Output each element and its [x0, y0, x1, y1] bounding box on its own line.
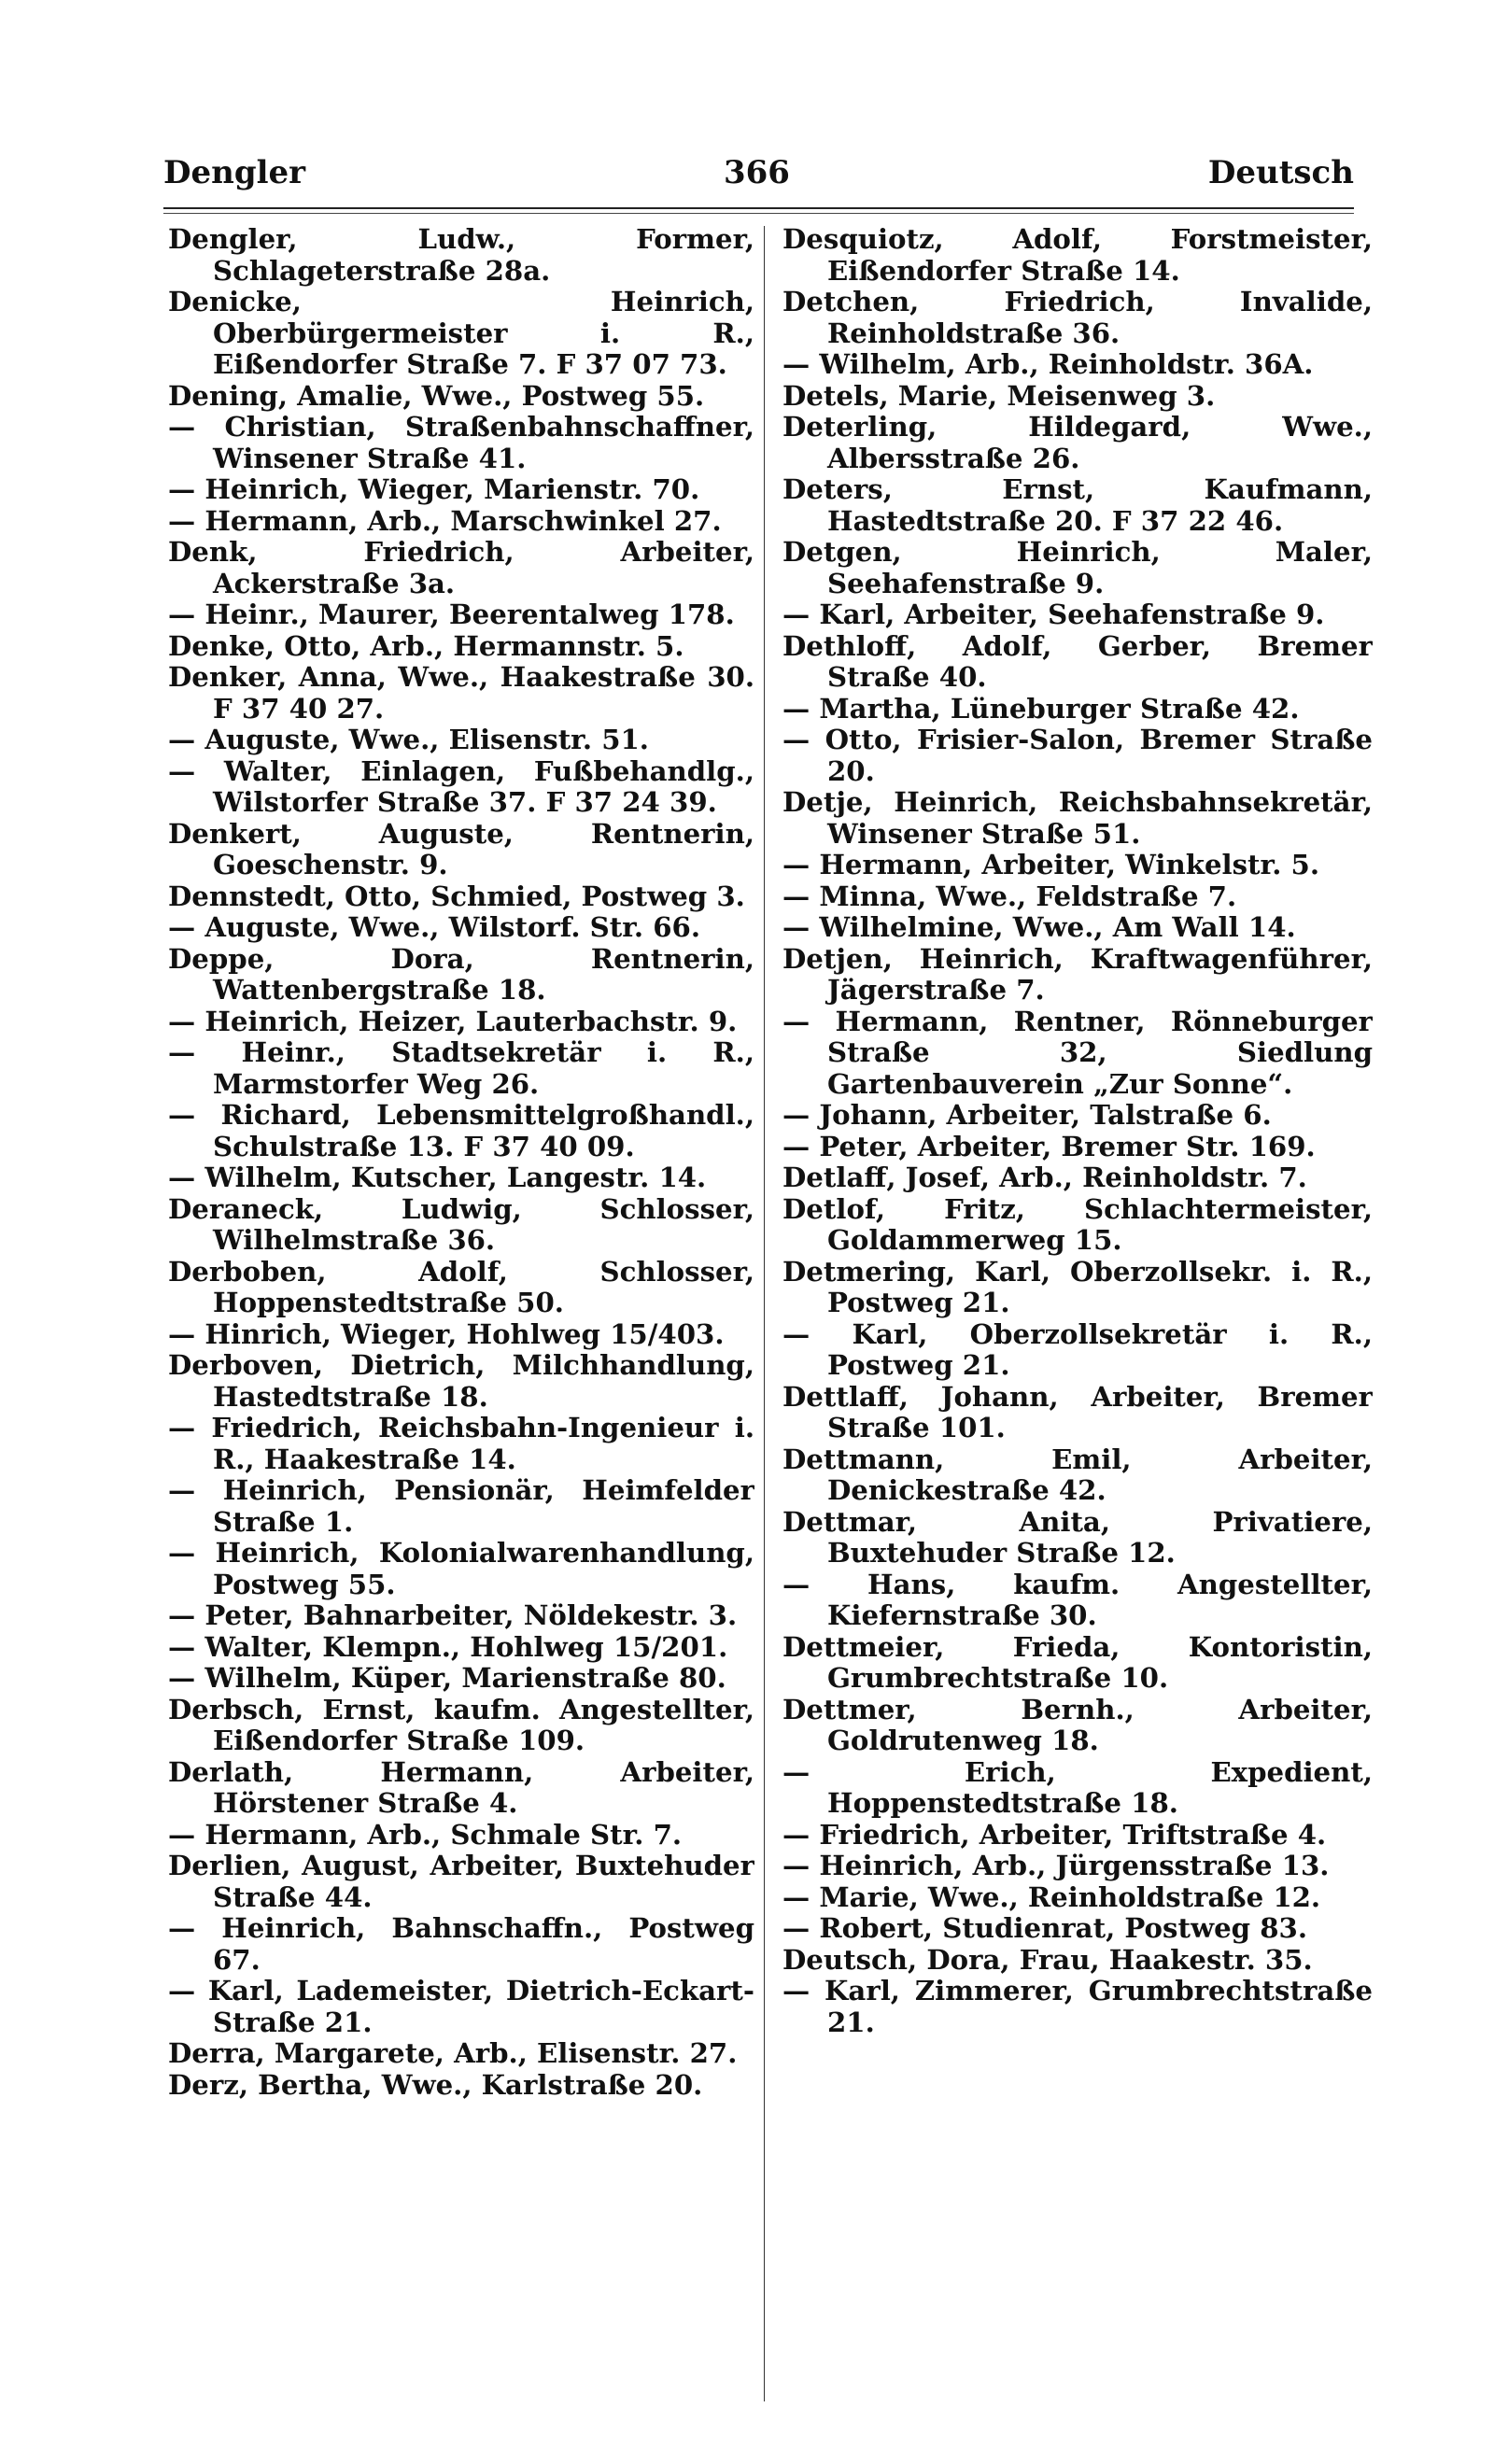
directory-entry: — Karl, Oberzollsekretär i. R., Postweg 21.	[782, 1317, 1373, 1381]
directory-entry: — Christian, Straßenbahnschaffner, Winsener Straße 41.	[168, 411, 754, 474]
directory-entry: — Wilhelmine, Wwe., Am Wall 14.	[782, 911, 1296, 943]
directory-entry: — Martha, Lüneburger Straße 42.	[782, 692, 1300, 725]
directory-entry: — Heinrich, Arb., Jürgensstraße 13.	[782, 1850, 1330, 1881]
directory-entry: — Walter, Klempn., Hohlweg 15/201.	[168, 1630, 728, 1663]
directory-entry: — Peter, Bahnarbeiter, Nöldekestr. 3.	[168, 1599, 738, 1631]
directory-entry: Dethloff, Adolf, Gerber, Bremer Straße 40.	[782, 629, 1373, 693]
directory-entry: — Karl, Arbeiter, Seehafenstraße 9.	[782, 598, 1325, 630]
running-header	[163, 145, 1354, 201]
right-column	[782, 224, 1373, 2400]
directory-entry: Derlien, August, Arbeiter, Buxtehuder Straße 44.	[168, 1850, 754, 1913]
directory-entry: — Wilhelm, Arb., Reinholdstr. 36A.	[782, 348, 1314, 380]
directory-entry: — Hermann, Arb., Marschwinkel 27.	[168, 504, 722, 537]
directory-entry: — Heinrich, Heizer, Lauterbachstr. 9.	[168, 1005, 738, 1037]
directory-entry: — Peter, Arbeiter, Bremer Str. 169.	[782, 1130, 1316, 1162]
directory-entry: Derboben, Adolf, Schlosser, Hoppenstedtstraße 50.	[168, 1255, 754, 1318]
header-right-word: Deutsch	[1207, 154, 1354, 191]
directory-entry: — Heinrich, Kolonialwarenhandlung, Postweg 55.	[168, 1537, 754, 1600]
directory-entry: Detels, Marie, Meisenweg 3.	[782, 379, 1216, 412]
directory-entry: — Johann, Arbeiter, Talstraße 6.	[782, 1099, 1272, 1131]
directory-entry: — Hermann, Arbeiter, Winkelstr. 5.	[782, 849, 1320, 880]
directory-entry: — Friedrich, Arbeiter, Triftstraße 4.	[782, 1818, 1327, 1851]
directory-entry: — Hermann, Arb., Schmale Str. 7.	[168, 1818, 683, 1851]
directory-entry: Denk, Friedrich, Arbeiter, Ackerstraße 3a.	[168, 536, 754, 599]
directory-entry: — Robert, Studienrat, Postweg 83.	[782, 1912, 1307, 1944]
directory-entry: — Heinrich, Wieger, Marienstr. 70.	[168, 473, 700, 505]
directory-entry: Dettmer, Bernh., Arbeiter, Goldrutenweg 18.	[782, 1693, 1373, 1756]
directory-entry: — Hermann, Rentner, Rönneburger Straße 32, Siedlung Gartenbauverein „Zur Sonne“.	[782, 1005, 1373, 1100]
directory-entry: — Minna, Wwe., Feldstraße 7.	[782, 880, 1237, 912]
directory-entry: — Marie, Wwe., Reinholdstraße 12.	[782, 1880, 1321, 1913]
directory-entry: Detjen, Heinrich, Kraftwagenführer, Jägerstraße 7.	[782, 942, 1373, 1006]
header-left-word: Dengler	[163, 154, 306, 191]
directory-entry: Denke, Otto, Arb., Hermannstr. 5.	[168, 629, 684, 662]
directory-entry: Denker, Anna, Wwe., Haakestraße 30. F 37 40 27.	[168, 661, 754, 725]
header-rule	[163, 207, 1354, 209]
directory-entry: — Wilhelm, Kutscher, Langestr. 14.	[168, 1162, 707, 1193]
directory-entry: — Hinrich, Wieger, Hohlweg 15/403.	[168, 1317, 725, 1350]
directory-entry: Detlaff, Josef, Arb., Reinholdstr. 7.	[782, 1162, 1307, 1193]
directory-entry: — Friedrich, Reichsbahn-Ingenieur i. R., Haakestraße 14.	[168, 1412, 754, 1475]
directory-entry: — Hans, kaufm. Angestellter, Kiefernstraße 30.	[782, 1568, 1373, 1631]
directory-entry: Derra, Margarete, Arb., Elisenstr. 27.	[168, 2037, 738, 2069]
directory-entry: — Heinrich, Pensionär, Heimfelder Straße 1.	[168, 1474, 754, 1538]
page-number: 366	[723, 154, 790, 191]
directory-entry: Dengler, Ludw., Former, Schlageterstraße 28a.	[168, 224, 754, 287]
directory-entry: Detgen, Heinrich, Maler, Seehafenstraße 9.	[782, 536, 1373, 599]
directory-entry: — Wilhelm, Küper, Marienstraße 80.	[168, 1662, 726, 1694]
directory-entry: Deutsch, Dora, Frau, Haakestr. 35.	[782, 1943, 1313, 1976]
directory-entry: — Richard, Lebensmittelgroßhandl., Schulstraße 13. F 37 40 09.	[168, 1099, 754, 1162]
directory-entry: Detchen, Friedrich, Invalide, Reinholdstraße 36.	[782, 286, 1373, 349]
directory-entry: Detlof, Fritz, Schlachtermeister, Goldammerweg 15.	[782, 1192, 1373, 1256]
directory-entry: — Otto, Frisier-Salon, Bremer Straße 20.	[782, 724, 1373, 787]
directory-entry: Dettlaff, Johann, Arbeiter, Bremer Straße 101.	[782, 1380, 1373, 1443]
directory-entry: Dettmeier, Frieda, Kontoristin, Grumbrechtstraße 10.	[782, 1630, 1373, 1694]
directory-entry: — Auguste, Wwe., Elisenstr. 51.	[168, 724, 649, 755]
directory-entry: — Erich, Expedient, Hoppenstedtstraße 18.	[782, 1755, 1373, 1819]
directory-entry: Deters, Ernst, Kaufmann, Hastedtstraße 20. F 37 22 46.	[782, 473, 1373, 537]
directory-entry: Deppe, Dora, Rentnerin, Wattenbergstraße 18.	[168, 942, 754, 1006]
directory-entry: Detje, Heinrich, Reichsbahnsekretär, Winsener Straße 51.	[782, 786, 1373, 850]
directory-entry: Denkert, Auguste, Rentnerin, Goeschenstr. 9.	[168, 817, 754, 880]
directory-entry: — Heinrich, Bahnschaffn., Postweg 67.	[168, 1912, 754, 1976]
directory-entry: — Walter, Einlagen, Fußbehandlg., Wilstorfer Straße 37. F 37 24 39.	[168, 754, 754, 818]
directory-entry: Dennstedt, Otto, Schmied, Postweg 3.	[168, 880, 745, 912]
directory-entry: Detmering, Karl, Oberzollsekr. i. R., Postweg 21.	[782, 1255, 1373, 1318]
directory-entry: Derbsch, Ernst, kaufm. Angestellter, Eißendorfer Straße 109.	[168, 1693, 754, 1756]
directory-entry: — Heinr., Stadtsekretär i. R., Marmstorfer Weg 26.	[168, 1036, 754, 1100]
directory-entry: Dettmar, Anita, Privatiere, Buxtehuder Straße 12.	[782, 1505, 1373, 1569]
header-rule-thin	[163, 213, 1354, 214]
directory-entry: Derz, Bertha, Wwe., Karlstraße 20.	[168, 2068, 703, 2101]
directory-entry: — Karl, Zimmerer, Grumbrechtstraße 21.	[782, 1975, 1373, 2038]
directory-entry: Denicke, Heinrich, Oberbürgermeister i. R., Eißendorfer Straße 7. F 37 07 73.	[168, 286, 754, 380]
directory-entry: — Auguste, Wwe., Wilstorf. Str. 66.	[168, 911, 701, 943]
directory-entry: Deterling, Hildegard, Wwe., Albersstraße 26.	[782, 411, 1373, 474]
directory-entry: Derlath, Hermann, Arbeiter, Hörstener Straße 4.	[168, 1755, 754, 1819]
directory-entry: — Heinr., Maurer, Beerentalweg 178.	[168, 598, 735, 630]
directory-entry: Desquiotz, Adolf, Forstmeister, Eißendorfer Straße 14.	[782, 224, 1373, 287]
directory-entry: Deraneck, Ludwig, Schlosser, Wilhelmstraße 36.	[168, 1192, 754, 1256]
directory-entry: — Karl, Lademeister, Dietrich-Eckart-Straße 21.	[168, 1975, 754, 2038]
directory-entry: Dettmann, Emil, Arbeiter, Denickestraße 42.	[782, 1443, 1373, 1506]
column-divider	[764, 226, 765, 2401]
directory-entry: Derboven, Dietrich, Milchhandlung, Hastedtstraße 18.	[168, 1349, 754, 1413]
directory-entry: Dening, Amalie, Wwe., Postweg 55.	[168, 379, 705, 412]
left-column	[168, 224, 754, 2400]
